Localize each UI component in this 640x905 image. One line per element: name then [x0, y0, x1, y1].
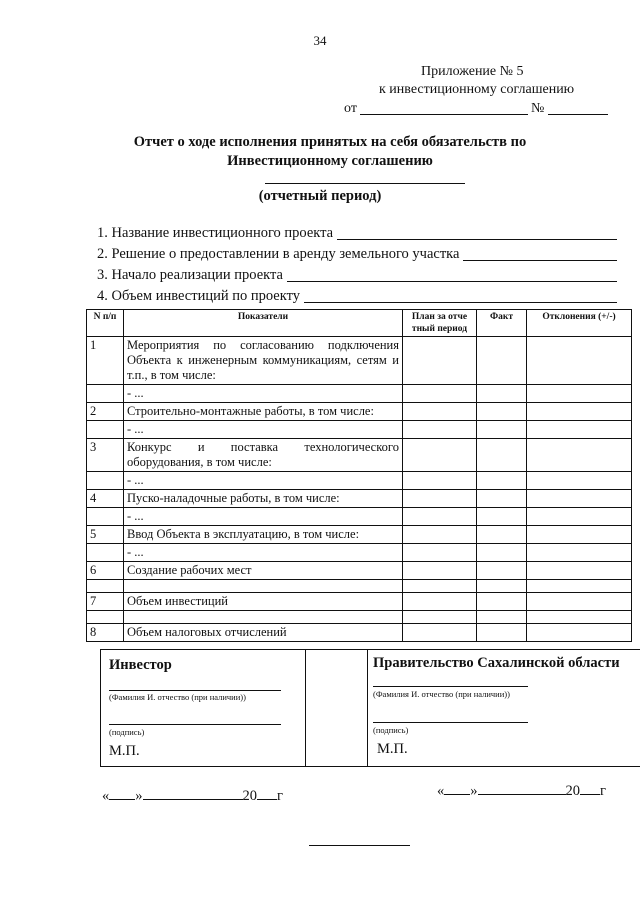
table-row [87, 593, 632, 611]
fact-cell[interactable] [477, 611, 527, 624]
government-year-field[interactable] [580, 782, 600, 795]
table-row [87, 421, 632, 439]
deviation-cell[interactable] [527, 562, 632, 580]
plan-cell[interactable] [403, 403, 477, 421]
row-number: 8 [87, 624, 124, 642]
row-indicator: Объем инвестиций [124, 593, 403, 611]
government-date-line: « » 20 г [437, 783, 606, 799]
fact-cell[interactable] [477, 385, 527, 403]
deviation-cell[interactable] [527, 403, 632, 421]
plan-cell[interactable] [403, 580, 477, 593]
investment-volume-item: 4. Объем инвестиций по проекту [97, 286, 617, 307]
plan-cell[interactable] [403, 611, 477, 624]
plan-cell[interactable] [403, 593, 477, 611]
row-number [87, 508, 124, 526]
investor-name-hint: (Фамилия И. отчество (при наличии)) [109, 692, 246, 702]
header-num: N п/п [87, 310, 124, 337]
table-row [87, 490, 632, 508]
investor-stamp: М.П. [109, 743, 140, 759]
project-name-field[interactable] [337, 239, 617, 240]
header-plan: План за отче тный период [403, 310, 477, 337]
investor-sign-hint: (подпись) [109, 727, 145, 737]
row-indicator: Создание рабочих мест [124, 562, 403, 580]
table-row [87, 439, 632, 472]
table-row [87, 544, 632, 562]
header-fact: Факт [477, 310, 527, 337]
report-title [120, 133, 540, 171]
appendix-title: Приложение № 5 [421, 64, 524, 79]
row-number: 5 [87, 526, 124, 544]
table-row [87, 526, 632, 544]
signature-block [100, 649, 640, 767]
deviation-cell[interactable] [527, 508, 632, 526]
table-row [87, 337, 632, 385]
header-indicators: Показатели [124, 310, 403, 337]
government-day-field[interactable] [444, 782, 470, 795]
government-title: Правительство Сахалинской области [373, 655, 620, 671]
deviation-cell[interactable] [527, 337, 632, 385]
investor-cell [101, 650, 306, 766]
deviation-cell[interactable] [527, 526, 632, 544]
row-indicator: Объем налоговых отчислений [124, 624, 403, 642]
table-row [87, 508, 632, 526]
page-number: 34 [313, 33, 327, 48]
row-number [87, 580, 124, 593]
fact-cell[interactable] [477, 580, 527, 593]
investment-volume-field[interactable] [304, 302, 617, 303]
table-row [87, 611, 632, 624]
deviation-cell[interactable] [527, 580, 632, 593]
row-indicator: Ввод Объекта в эксплуатацию, в том числе: [124, 526, 403, 544]
row-number [87, 544, 124, 562]
plan-cell[interactable] [403, 624, 477, 642]
government-month-field[interactable] [478, 782, 566, 795]
report-title-line2: Инвестиционному соглашению [227, 153, 433, 169]
report-title-line1: Отчет о ходе исполнения принятых на себя обязательств по [133, 134, 527, 150]
row-number: 2 [87, 403, 124, 421]
government-name-hint: (Фамилия И. отчество (при наличии)) [373, 689, 510, 699]
row-number [87, 385, 124, 403]
land-decision-field[interactable] [463, 260, 617, 261]
deviation-cell[interactable] [527, 611, 632, 624]
fact-cell[interactable] [477, 403, 527, 421]
plan-cell[interactable] [403, 544, 477, 562]
row-number: 6 [87, 562, 124, 580]
row-indicator: Конкурс и поставка технологического оборудования, в том числе: [124, 439, 403, 472]
deviation-cell[interactable] [527, 421, 632, 439]
plan-cell[interactable] [403, 385, 477, 403]
row-indicator: - ... [124, 421, 403, 439]
row-number: 4 [87, 490, 124, 508]
fact-cell[interactable] [477, 337, 527, 385]
deviation-cell[interactable] [527, 385, 632, 403]
row-indicator: - ... [124, 544, 403, 562]
row-indicator: Пуско-наладочные работы, в том числе: [124, 490, 403, 508]
row-indicator: Строительно-монтажные работы, в том числе: [124, 403, 403, 421]
table-row [87, 472, 632, 490]
fact-cell[interactable] [477, 526, 527, 544]
row-indicator: - ... [124, 385, 403, 403]
plan-cell[interactable] [403, 337, 477, 385]
fact-cell[interactable] [477, 624, 527, 642]
government-sign-hint: (подпись) [373, 725, 409, 735]
appendix-from-label: от [344, 101, 357, 116]
period-line [265, 183, 465, 184]
header-deviation: Отклонения (+/-) [527, 310, 632, 337]
row-number [87, 611, 124, 624]
report-table [86, 309, 632, 642]
project-start-field[interactable] [287, 281, 617, 282]
appendix-subtitle: к инвестиционному соглашению [379, 82, 575, 97]
plan-cell[interactable] [403, 472, 477, 490]
fact-cell[interactable] [477, 439, 527, 472]
investor-sign-line[interactable] [109, 724, 281, 725]
deviation-cell[interactable] [527, 472, 632, 490]
table-row [87, 403, 632, 421]
plan-cell[interactable] [403, 508, 477, 526]
deviation-cell[interactable] [527, 490, 632, 508]
deviation-cell[interactable] [527, 544, 632, 562]
row-indicator: Мероприятия по согласованию подключения Объекта к инженерным коммуникациям, сетям и т.п., в том числе: [124, 337, 403, 385]
table-row [87, 562, 632, 580]
investor-name-line[interactable] [109, 690, 281, 691]
fact-cell[interactable] [477, 593, 527, 611]
plan-cell[interactable] [403, 490, 477, 508]
government-sign-line[interactable] [373, 722, 528, 723]
plan-cell[interactable] [403, 421, 477, 439]
spacer-cell [305, 650, 368, 766]
deviation-cell[interactable] [527, 624, 632, 642]
row-indicator [124, 611, 403, 624]
fact-cell[interactable] [477, 490, 527, 508]
investor-year-field[interactable] [257, 787, 277, 800]
investor-day-field[interactable] [109, 787, 135, 800]
row-indicator: - ... [124, 508, 403, 526]
row-number [87, 421, 124, 439]
row-number [87, 472, 124, 490]
deviation-cell[interactable] [527, 593, 632, 611]
row-indicator: - ... [124, 472, 403, 490]
government-cell [367, 650, 640, 766]
investor-date-line: « » 20 г [102, 788, 283, 804]
fact-cell[interactable] [477, 562, 527, 580]
row-number: 3 [87, 439, 124, 472]
period-label: (отчетный период) [258, 188, 382, 204]
appendix-date-line [360, 114, 528, 115]
plan-cell[interactable] [403, 526, 477, 544]
deviation-cell[interactable] [527, 439, 632, 472]
fact-cell[interactable] [477, 472, 527, 490]
investor-title: Инвестор [109, 657, 172, 673]
appendix-number-label: № [531, 101, 545, 116]
table-row [87, 624, 632, 642]
plan-cell[interactable] [403, 439, 477, 472]
investor-month-field[interactable] [143, 787, 243, 800]
land-decision-item: 2. Решение о предоставлении в аренду земельного участка [97, 244, 617, 265]
fact-cell[interactable] [477, 421, 527, 439]
appendix-number-line [548, 114, 608, 115]
fact-cell[interactable] [477, 544, 527, 562]
project-info-list [97, 223, 617, 307]
plan-cell[interactable] [403, 562, 477, 580]
row-indicator [124, 580, 403, 593]
footer-divider [309, 845, 410, 846]
row-number: 7 [87, 593, 124, 611]
row-number: 1 [87, 337, 124, 385]
table-row [87, 580, 632, 593]
government-stamp: М.П. [377, 741, 408, 757]
table-row [87, 385, 632, 403]
project-start-item: 3. Начало реализации проекта [97, 265, 617, 286]
table-header-row [87, 310, 632, 337]
project-name-item: 1. Название инвестиционного проекта [97, 223, 617, 244]
government-name-line[interactable] [373, 686, 528, 687]
fact-cell[interactable] [477, 508, 527, 526]
